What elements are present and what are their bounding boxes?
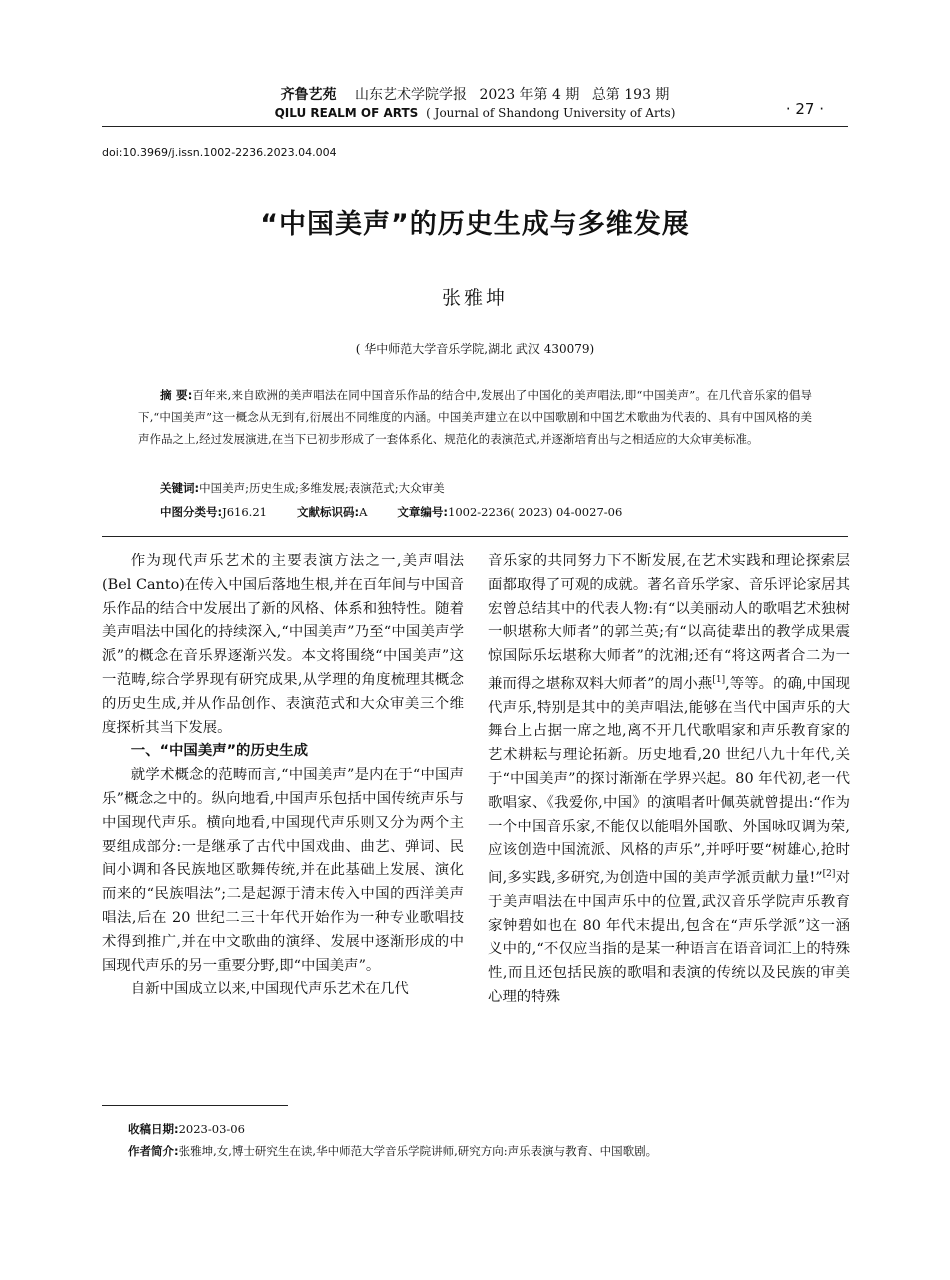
doi: doi:10.3969/j.issn.1002-2236.2023.04.004	[102, 146, 337, 159]
journal-name-en-sub: ( Journal of Shandong University of Arts)	[426, 106, 676, 120]
body-divider	[102, 536, 848, 537]
citation-ref[interactable]: [2]	[822, 869, 836, 880]
article-number-label: 文章编号:	[397, 505, 448, 519]
page-number: · 27 ·	[785, 100, 824, 118]
doc-code-value: A	[359, 505, 368, 519]
paragraph: 自新中国成立以来,中国现代声乐艺术在几代	[130, 981, 409, 998]
received-label: 收稿日期:	[128, 1122, 179, 1136]
paragraph: 作为现代声乐艺术的主要表演方法之一,美声唱法(Bel Canto)在传入中国后落地生根,并在百年间与中国音乐作品的结合中发展出了新的风格、体系和独特性。随着美声唱法中国化的持续深入,“中国美声”乃至“中国美声学派”的概念在音乐界逐渐兴发。本文将围绕“中国美声”这一范畴,综合学界现有研究成果,从学理的角度梳理其概念的历史生成,并从作品创作、表演范式和大众审美三个维度探析其当下发展。	[102, 553, 464, 736]
bio-value: 张雅坤,女,博士研究生在读,华中师范大学音乐学院讲师,研究方向:声乐表演与教育、中国歌剧。	[178, 1144, 658, 1158]
journal-issue: 2023 年第 4 期	[479, 87, 580, 103]
abstract-text: 百年来,来自欧洲的美声唱法在同中国音乐作品的结合中,发展出了中国化的美声唱法,即“中国美声”。在几代音乐家的倡导下,“中国美声”这一概念从无到有,衍展出不同维度的内涵。中国美声建立在以中国歌剧和中国艺术歌曲为代表的、具有中国风格的美声作品之上,经过发展演进,在当下已初步形成了一套体系化、规范化的表演范式,并逐渐培育出与之相适应的大众审美标准。	[138, 388, 813, 446]
paragraph-text: 对于美声唱法在中国声乐中的位置,武汉音乐学院声乐教育家钟碧如也在 80 年代末提出,包含在“声乐学派”这一涵义中的,“不仅应当指的是某一种语言在语音词汇上的特殊性,而且还包括民族的歌唱和表演的传统以及民族的审美心理的特殊	[488, 869, 850, 1005]
keywords-label: 关键词:	[160, 481, 200, 495]
classification-line	[160, 504, 622, 520]
footnote-divider	[102, 1105, 288, 1106]
bio-label: 作者简介:	[128, 1144, 179, 1158]
section-heading: 一、“中国美声”的历史生成	[130, 743, 309, 760]
author-bio	[128, 1140, 848, 1162]
author-affiliation: ( 华中师范大学音乐学院,湖北 武汉 430079)	[355, 342, 595, 356]
received-date	[128, 1118, 848, 1140]
received-value: 2023-03-06	[178, 1122, 245, 1136]
article-number-value: 1002-2236( 2023) 04-0027-06	[448, 505, 623, 519]
clc-value: J616.21	[222, 505, 267, 519]
journal-name-en: QILU REALM OF ARTS	[274, 106, 419, 120]
keywords	[160, 480, 812, 496]
journal-name-cn: 齐鲁艺苑	[280, 87, 337, 103]
paragraph: 就学术概念的范畴而言,“中国美声”是内在于“中国声乐”概念之中的。纵向地看,中国声乐包括中国传统声乐与中国现代声乐。横向地看,中国现代声乐则又分为两个主要组成部分:一是继承了古代中国戏曲、曲艺、弹词、民间小调和各民族地区歌舞传统,并在此基础上发展、演化而来的“民族唱法”;二是起源于清末传入中国的西洋美声唱法,后在 20 世纪二三十年代开始作为一种专业歌唱技术得到推广,并在中文歌曲的演绎、发展中逐渐形成的中国现代声乐的另一重要分野,即“中国美声”。	[102, 767, 464, 974]
doc-code-label: 文献标识码:	[296, 505, 360, 519]
footnotes	[128, 1118, 848, 1162]
citation-ref[interactable]: [1]	[712, 674, 726, 685]
body-column-left	[102, 550, 464, 1002]
body-column-right	[488, 550, 850, 1010]
author-name: 张雅坤	[441, 287, 508, 309]
paragraph-text: ,等等。的确,中国现代声乐,特别是其中的美声唱法,能够在当代中国声乐的大舞台上占据一席之地,离不开几代歌唱家和声乐教育家的艺术耕耘与理论拓新。历史地看,20 世纪八九十年代,关于“中国美声”的探讨渐渐在学界兴起。80 年代初,老一代歌唱家、《我爱你,中国》的演唱者叶佩英就曾提出:“作为一个中国音乐家,不能仅以能唱外国歌、外国咏叹调为荣,应该创造中国流派、风格的声乐”,并呼吁要“树雄心,抢时间,多实践,多研究,为创造中国的美声学派贡献力量!”	[488, 675, 850, 886]
journal-total-issue: 总第 193 期	[591, 87, 670, 103]
header-divider	[102, 126, 848, 127]
paragraph	[488, 550, 850, 1010]
abstract-label: 摘 要:	[160, 388, 193, 402]
article-title: “中国美声”的历史生成与多维发展	[260, 209, 690, 240]
clc-label: 中图分类号:	[160, 505, 223, 519]
paragraph-text: 音乐家的共同努力下不断发展,在艺术实践和理论探索层面都取得了可观的成就。著名音乐学家、音乐评论家居其宏曾总结其中的代表人物:有“以美丽动人的歌唱艺术独树一帜堪称大师者”的郭兰英;有“以高徒辈出的教学成果震惊国际乐坛堪称大师者”的沈湘;还有“将这两者合二为一兼而得之堪称双料大师者”的周小燕	[488, 553, 850, 692]
keywords-text: 中国美声;历史生成;多维发展;表演范式;大众审美	[199, 481, 445, 495]
abstract	[138, 384, 812, 450]
journal-school: 山东艺术学院学报	[355, 87, 468, 103]
